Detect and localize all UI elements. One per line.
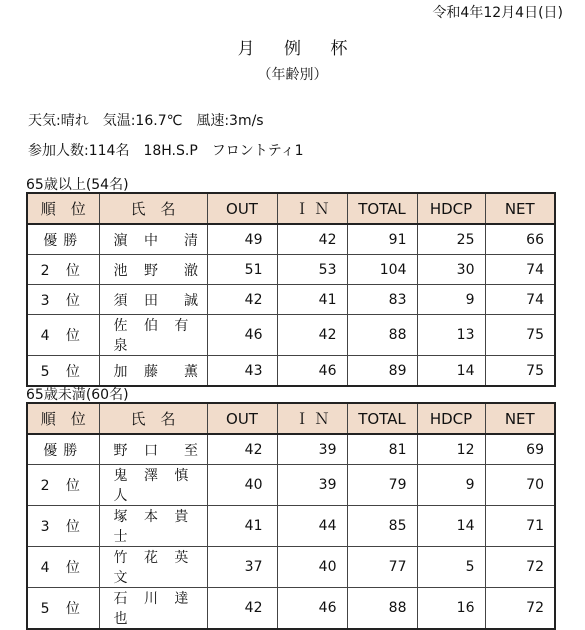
table-row <box>27 547 555 588</box>
net-cell: 75 <box>485 356 555 387</box>
participants-line: 参加人数:114名 18H.S.P フロントティ1 <box>28 143 304 159</box>
total-cell: 81 <box>347 434 417 465</box>
name-cell: 濵 中 清 <box>99 224 207 255</box>
table-row <box>27 588 555 630</box>
total-cell: 89 <box>347 356 417 387</box>
name-cell: 石 川 達 也 <box>99 588 207 630</box>
header-total: TOTAL <box>347 193 417 224</box>
name-cell: 須 田 誠 <box>99 285 207 315</box>
hdcp-cell: 14 <box>417 506 485 547</box>
header-hdcp: HDCP <box>417 403 485 434</box>
out-cell: 46 <box>207 315 277 356</box>
name-cell: 塚 本 貴 士 <box>99 506 207 547</box>
out-cell: 41 <box>207 506 277 547</box>
out-cell: 37 <box>207 547 277 588</box>
net-cell: 69 <box>485 434 555 465</box>
in-cell: 42 <box>277 315 347 356</box>
header-hdcp: HDCP <box>417 193 485 224</box>
header-net: NET <box>485 193 555 224</box>
net-cell: 74 <box>485 285 555 315</box>
total-cell: 88 <box>347 588 417 630</box>
table-row <box>27 285 555 315</box>
section-label-under65: 65歳未満(60名) <box>26 387 129 403</box>
in-cell: 46 <box>277 356 347 387</box>
in-cell: 46 <box>277 588 347 630</box>
header-name: 氏 名 <box>99 193 207 224</box>
table-header-row <box>27 403 555 434</box>
total-cell: 104 <box>347 255 417 285</box>
out-cell: 43 <box>207 356 277 387</box>
hdcp-cell: 30 <box>417 255 485 285</box>
total-cell: 79 <box>347 465 417 506</box>
rank-cell: 5 位 <box>27 356 99 387</box>
net-cell: 72 <box>485 588 555 630</box>
total-cell: 85 <box>347 506 417 547</box>
out-cell: 42 <box>207 434 277 465</box>
hdcp-cell: 9 <box>417 465 485 506</box>
name-cell: 竹 花 英 文 <box>99 547 207 588</box>
rank-cell: 優勝 <box>27 434 99 465</box>
rank-cell: 優勝 <box>27 224 99 255</box>
out-cell: 42 <box>207 285 277 315</box>
in-cell: 44 <box>277 506 347 547</box>
out-cell: 51 <box>207 255 277 285</box>
table-row <box>27 434 555 465</box>
rank-cell: 4 位 <box>27 315 99 356</box>
page-title: 月 例 杯 <box>237 39 360 59</box>
hdcp-cell: 16 <box>417 588 485 630</box>
in-cell: 42 <box>277 224 347 255</box>
header-in: Ｉ Ｎ <box>277 403 347 434</box>
name-cell: 加 藤 薫 <box>99 356 207 387</box>
rank-cell: 2 位 <box>27 465 99 506</box>
date-text: 令和4年12月4日(日) <box>432 5 563 21</box>
net-cell: 66 <box>485 224 555 255</box>
rank-cell: 5 位 <box>27 588 99 630</box>
name-cell: 池 野 澈 <box>99 255 207 285</box>
table-row <box>27 506 555 547</box>
table-row <box>27 255 555 285</box>
net-cell: 72 <box>485 547 555 588</box>
header-rank: 順 位 <box>27 193 99 224</box>
total-cell: 77 <box>347 547 417 588</box>
total-cell: 83 <box>347 285 417 315</box>
out-cell: 49 <box>207 224 277 255</box>
in-cell: 41 <box>277 285 347 315</box>
in-cell: 39 <box>277 465 347 506</box>
hdcp-cell: 9 <box>417 285 485 315</box>
hdcp-cell: 14 <box>417 356 485 387</box>
header-net: NET <box>485 403 555 434</box>
total-cell: 91 <box>347 224 417 255</box>
page-subtitle: （年齢別） <box>257 67 328 83</box>
table-row <box>27 224 555 255</box>
net-cell: 70 <box>485 465 555 506</box>
results-table-under65 <box>26 402 556 630</box>
in-cell: 53 <box>277 255 347 285</box>
results-table-over65 <box>26 192 556 387</box>
in-cell: 40 <box>277 547 347 588</box>
rank-cell: 4 位 <box>27 547 99 588</box>
hdcp-cell: 13 <box>417 315 485 356</box>
net-cell: 75 <box>485 315 555 356</box>
out-cell: 42 <box>207 588 277 630</box>
in-cell: 39 <box>277 434 347 465</box>
total-cell: 88 <box>347 315 417 356</box>
header-name: 氏 名 <box>99 403 207 434</box>
net-cell: 74 <box>485 255 555 285</box>
hdcp-cell: 5 <box>417 547 485 588</box>
rank-cell: 2 位 <box>27 255 99 285</box>
out-cell: 40 <box>207 465 277 506</box>
table-row <box>27 356 555 387</box>
header-total: TOTAL <box>347 403 417 434</box>
section-label-over65: 65歳以上(54名) <box>26 177 129 193</box>
hdcp-cell: 25 <box>417 224 485 255</box>
header-rank: 順 位 <box>27 403 99 434</box>
table-row <box>27 465 555 506</box>
hdcp-cell: 12 <box>417 434 485 465</box>
name-cell: 佐 伯 有 泉 <box>99 315 207 356</box>
name-cell: 鬼 澤 慎 人 <box>99 465 207 506</box>
header-out: OUT <box>207 403 277 434</box>
table-header-row <box>27 193 555 224</box>
table-row <box>27 315 555 356</box>
name-cell: 野 口 至 <box>99 434 207 465</box>
weather-line: 天気:晴れ 気温:16.7℃ 風速:3m/s <box>28 113 264 129</box>
header-in: Ｉ Ｎ <box>277 193 347 224</box>
rank-cell: 3 位 <box>27 285 99 315</box>
net-cell: 71 <box>485 506 555 547</box>
rank-cell: 3 位 <box>27 506 99 547</box>
header-out: OUT <box>207 193 277 224</box>
